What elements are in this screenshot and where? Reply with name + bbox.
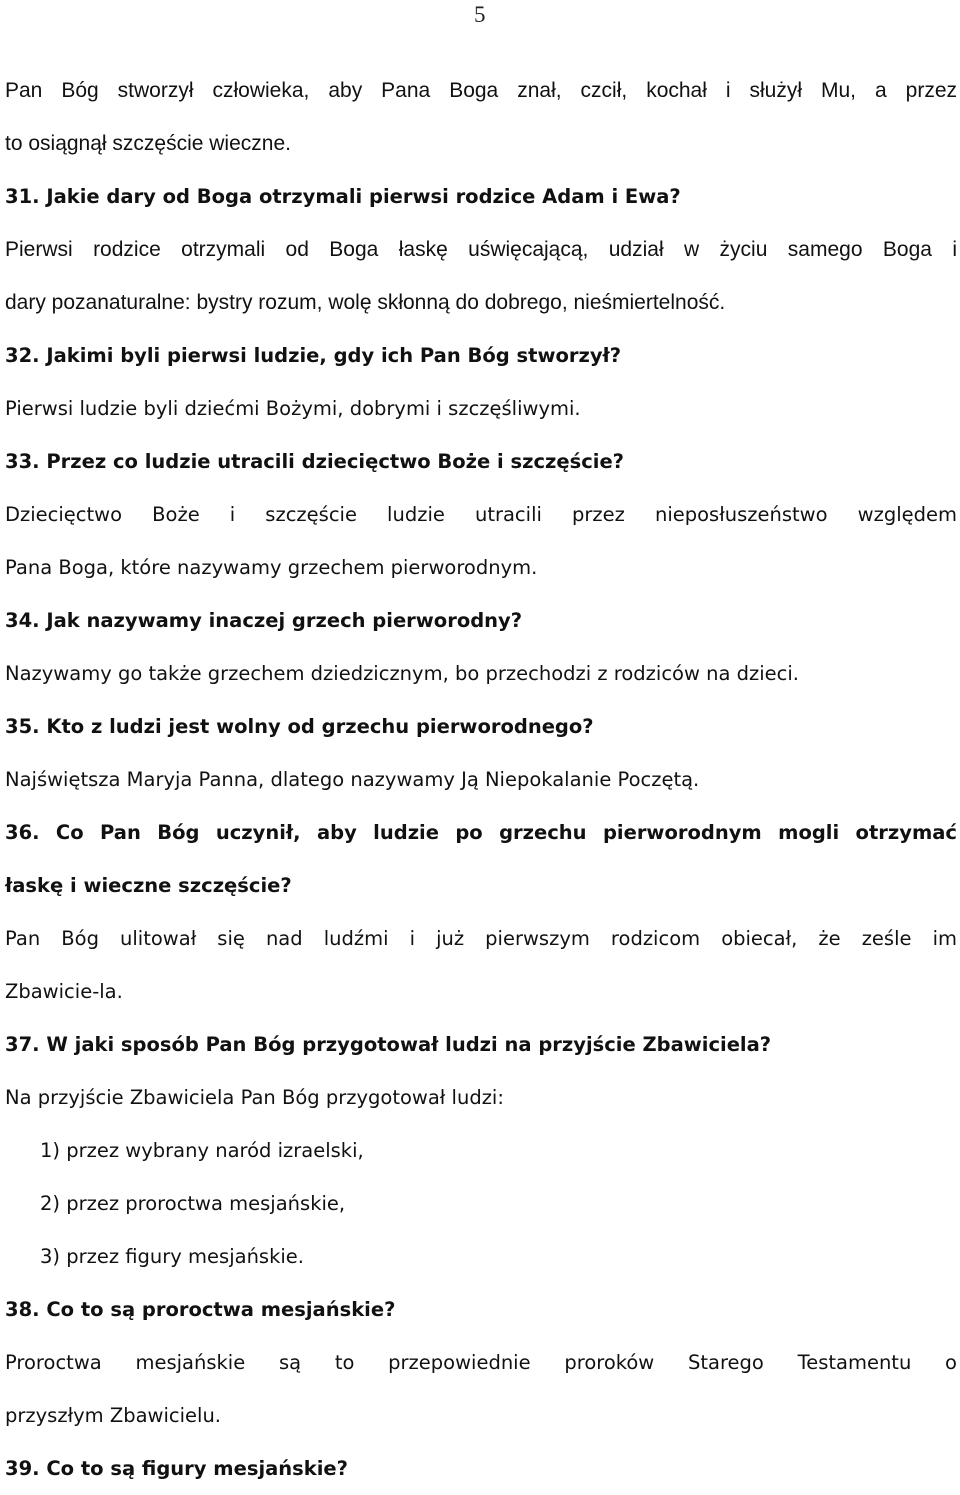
answer-line: Pana Boga, które nazywamy grzechem pierworodnym. [5, 556, 538, 579]
list-item: 3) przez figury mesjańskie. [40, 1245, 304, 1268]
list-item: 1) przez wybrany naród izraelski, [40, 1139, 364, 1162]
text-line: Pan Bóg stworzył człowieka, aby Pana Boga znał, czcił, kochał i służył Mu, a przez [5, 79, 957, 102]
answer-line: Dziecięctwo Boże i szczęście ludzie utracili przez nieposłuszeństwo względem [5, 503, 957, 526]
text-line: Pierwsi rodzice otrzymali od Boga łaskę uświęcającą, udział w życiu samego Boga i [5, 238, 957, 261]
answer-line: Pan Bóg ulitował się nad ludźmi i już pierwszym rodzicom obiecał, że ześle im [5, 927, 957, 950]
question-line: 38. Co to są proroctwa mesjańskie? [5, 1298, 396, 1321]
answer-line: przyszłym Zbawicielu. [5, 1404, 222, 1427]
question-line: 39. Co to są figury mesjańskie? [5, 1457, 348, 1480]
answer-line: Nazywamy go także grzechem dziedzicznym, bo przechodzi z rodziców na dzieci. [5, 662, 800, 685]
answer-line: Na przyjście Zbawiciela Pan Bóg przygotował ludzi: [5, 1086, 504, 1109]
answer-line: Najświętsza Maryja Panna, dlatego nazywamy Ją Niepokalanie Poczętą. [5, 768, 700, 791]
question-line: łaskę i wieczne szczęście? [5, 874, 292, 897]
list-item: 2) przez proroctwa mesjańskie, [40, 1192, 346, 1215]
question-line: 33. Przez co ludzie utracili dziecięctwo Boże i szczęście? [5, 450, 624, 473]
answer-line: Zbawicie-la. [5, 980, 123, 1003]
document-body [5, 64, 957, 1495]
question-line: 34. Jak nazywamy inaczej grzech pierworodny? [5, 609, 523, 632]
text-line: to osiągnął szczęście wieczne. [5, 132, 291, 155]
page-number: 5 [474, 2, 486, 27]
question-line: 32. Jakimi byli pierwsi ludzie, gdy ich Pan Bóg stworzył? [5, 344, 622, 367]
question-line: 37. W jaki sposób Pan Bóg przygotował ludzi na przyjście Zbawiciela? [5, 1033, 772, 1056]
answer-line: Proroctwa mesjańskie są to przepowiednie proroków Starego Testamentu o [5, 1351, 957, 1374]
question-line: 36. Co Pan Bóg uczynił, aby ludzie po grzechu pierworodnym mogli otrzymać [5, 821, 957, 844]
question-line: 35. Kto z ludzi jest wolny od grzechu pierworodnego? [5, 715, 594, 738]
text-line: dary pozanaturalne: bystry rozum, wolę skłonną do dobrego, nieśmiertelność. [5, 291, 726, 314]
question-line: 31. Jakie dary od Boga otrzymali pierwsi rodzice Adam i Ewa? [5, 185, 681, 208]
answer-line: Pierwsi ludzie byli dziećmi Bożymi, dobrymi i szczęśliwymi. [5, 397, 581, 420]
